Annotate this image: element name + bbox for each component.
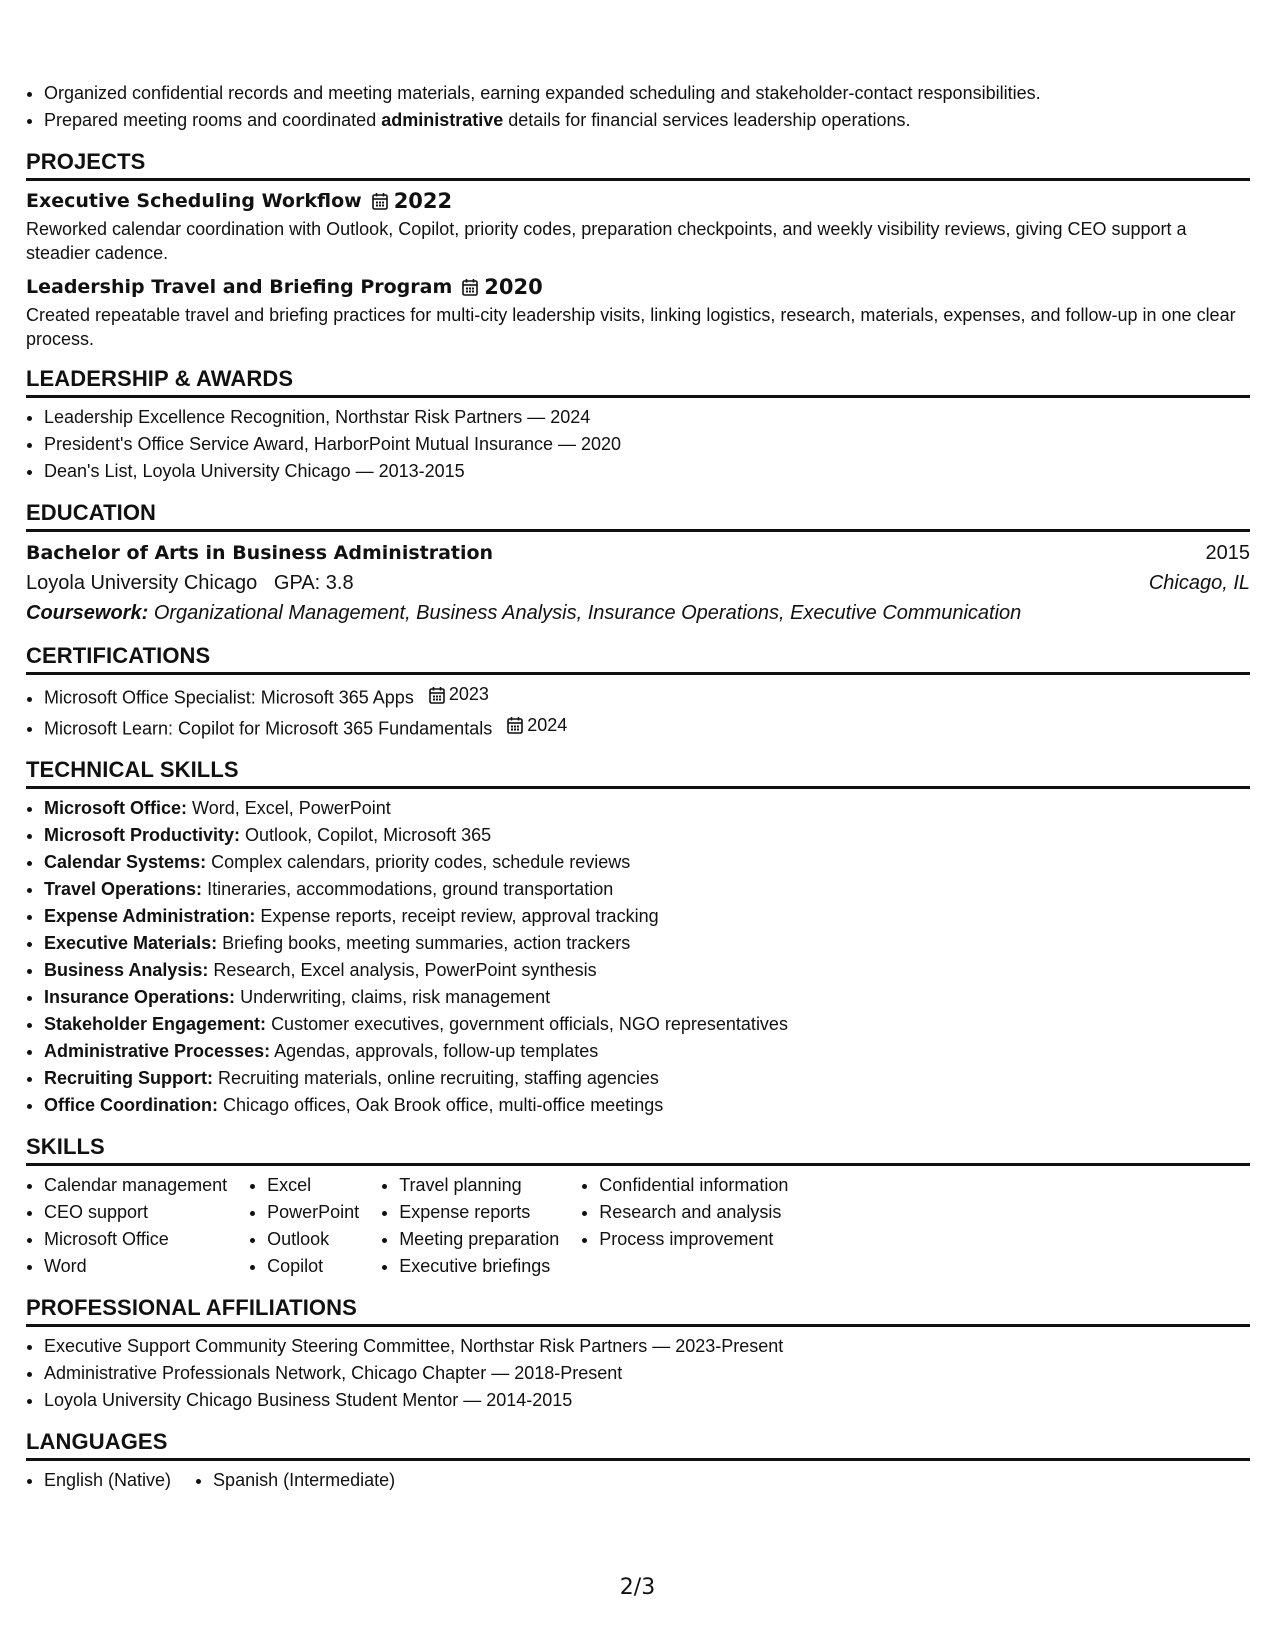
list-item: • Microsoft Office Specialist: Microsoft 365 Apps 2023 [44,681,1250,712]
list-item: • Excel [267,1172,359,1199]
project-description: Created repeatable travel and briefing practices for multi-city leadership visits, linking logistics, research, materials, expenses, and follow-up in one clear process. [26,305,1236,349]
list-item: • Leadership Excellence Recognition, Northstar Risk Partners — 2024 [44,404,1250,431]
technical-skills-list [26,795,1250,1119]
list-item: • English (Native) [44,1467,171,1494]
list-item: • Calendar Systems: Complex calendars, priority codes, schedule reviews [44,849,1250,876]
list-item: • Business Analysis: Research, Excel analysis, PowerPoint synthesis [44,957,1250,984]
section-title: LANGUAGES [26,1428,1250,1461]
section-title: CERTIFICATIONS [26,642,1250,675]
section-title: PROJECTS [26,148,1250,181]
section-title: EDUCATION [26,499,1250,532]
skills-column [381,1172,559,1280]
project-description: Reworked calendar coordination with Outlook, Copilot, priority codes, preparation checkpoints, and weekly visibility reviews, giving CEO support a steadier cadence. [26,219,1187,263]
section-title: TECHNICAL SKILLS [26,756,1250,789]
certifications-list [26,681,1250,742]
leadership-section [26,365,1250,485]
list-item: • Confidential information [599,1172,788,1199]
list-item: • Office Coordination: Chicago offices, Oak Brook office, multi-office meetings [44,1092,1250,1119]
list-item: • Microsoft Office: Word, Excel, PowerPoint [44,795,1250,822]
list-item: • Outlook [267,1226,359,1253]
list-item: • CEO support [44,1199,227,1226]
skills-section [26,1133,1250,1280]
degree: Bachelor of Arts in Business Administration [26,542,494,564]
list-item: • Executive briefings [399,1253,559,1280]
list-item: • Microsoft Office [44,1226,227,1253]
list-item: • Dean's List, Loyola University Chicago — 2013-2015 [44,458,1250,485]
gpa: GPA: 3.8 [273,572,354,594]
section-title: LEADERSHIP & AWARDS [26,365,1250,398]
calendar-icon [462,278,478,296]
affiliations-list [26,1333,1250,1414]
list-item: • Executive Support Community Steering Committee, Northstar Risk Partners — 2023-Present [44,1333,1250,1360]
page-number: 2/3 [619,1575,656,1600]
certifications-section [26,642,1250,742]
awards-list [26,404,1250,485]
calendar-icon [507,716,523,734]
section-title: PROFESSIONAL AFFILIATIONS [26,1294,1250,1327]
list-item: • Insurance Operations: Underwriting, claims, risk management [44,984,1250,1011]
projects-section [26,148,1250,351]
list-item: • Administrative Processes: Agendas, approvals, follow-up templates [44,1038,1250,1065]
education-section [26,499,1250,628]
list-item: • Administrative Professionals Network, Chicago Chapter — 2018-Present [44,1360,1250,1387]
list-item: • Recruiting Support: Recruiting materials, online recruiting, staffing agencies [44,1065,1250,1092]
list-item: • Calendar management [44,1172,227,1199]
list-item: • Process improvement [599,1226,788,1253]
list-item: • Travel Operations: Itineraries, accommodations, ground transportation [44,876,1250,903]
list-item: • President's Office Service Award, HarborPoint Mutual Insurance — 2020 [44,431,1250,458]
project-title: Executive Scheduling Workflow 2022 [26,189,453,213]
list-item: • Research and analysis [599,1199,788,1226]
list-item: • Stakeholder Engagement: Customer executives, government officials, NGO representatives [44,1011,1250,1038]
languages-section [26,1428,1250,1494]
list-item: • Expense Administration: Expense reports, receipt review, approval tracking [44,903,1250,930]
list-item: • Travel planning [399,1172,559,1199]
skills-column [26,1172,227,1280]
list-item: • Microsoft Productivity: Outlook, Copilot, Microsoft 365 [44,822,1250,849]
list-item: • Copilot [267,1253,359,1280]
school-location: Chicago, IL [1148,572,1250,594]
calendar-icon [372,192,388,210]
list-item: • Expense reports [399,1199,559,1226]
list-item: • Loyola University Chicago Business Student Mentor — 2014-2015 [44,1387,1250,1414]
graduation-year: 2015 [1205,542,1250,564]
list-item: • Executive Materials: Briefing books, meeting summaries, action trackers [44,930,1250,957]
list-item: • Meeting preparation [399,1226,559,1253]
skills-columns [26,1172,1250,1280]
school-name: Loyola University Chicago [26,572,258,594]
section-title: SKILLS [26,1133,1250,1166]
languages-list [26,1467,1250,1494]
list-item: • Microsoft Learn: Copilot for Microsoft 365 Fundamentals 2024 [44,712,1250,743]
list-item: • PowerPoint [267,1199,359,1226]
list-item: • Word [44,1253,227,1280]
list-item: • Spanish (Intermediate) [213,1467,395,1494]
resume-page [26,80,1250,1494]
skills-column [249,1172,359,1280]
list-item: • Organized confidential records and meeting materials, earning expanded scheduling and stakeholder-contact responsibilities. [44,80,1250,107]
skills-column [581,1172,788,1280]
experience-bullets [26,80,1250,134]
calendar-icon [429,686,445,704]
coursework: Coursework: Organizational Management, Business Analysis, Insurance Operations, Executive Communication [26,602,1022,624]
affiliations-section [26,1294,1250,1414]
project-title: Leadership Travel and Briefing Program 2020 [26,275,543,299]
list-item: • Prepared meeting rooms and coordinated administrative details for financial services leadership operations. [44,107,1250,134]
technical-skills-section [26,756,1250,1119]
